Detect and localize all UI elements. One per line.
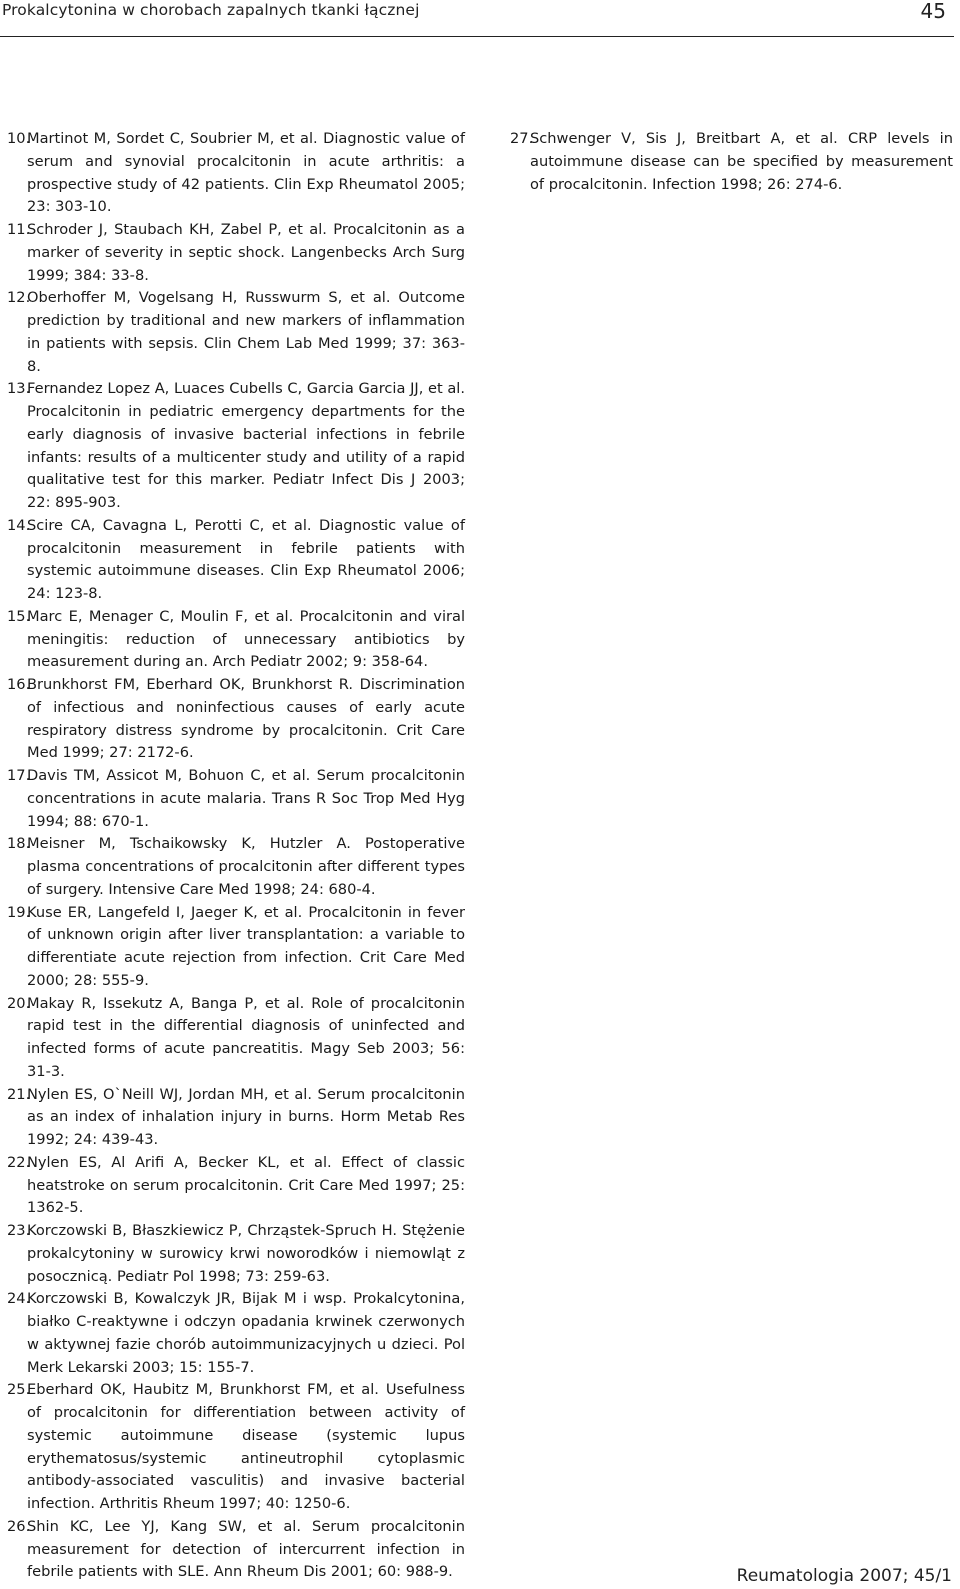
running-title: Prokalcytonina w chorobach zapalnych tkanki łącznej xyxy=(2,1,420,19)
reference-item xyxy=(7,902,465,993)
reference-item xyxy=(7,1084,465,1152)
reference-text: Brunkhorst FM, Eberhard OK, Brunkhorst R. Discrimination of infectious and noninfectious causes of early acute respiratory distress syndrome by procalcitonin. Crit Care Med 1999; 27: 2172-6. xyxy=(27,676,465,762)
reference-text: Korczowski B, Błaszkiewicz P, Chrząstek-Spruch H. Stężenie prokalcytoniny w surowicy krwi noworodków i niemowląt z posocznicą. Pediatr Pol 1998; 73: 259-63. xyxy=(27,1222,465,1285)
reference-text: Meisner M, Tschaikowsky K, Hutzler A. Postoperative plasma concentrations of procalcitonin after different types of surgery. Intensive Care Med 1998; 24: 680-4. xyxy=(27,835,465,898)
reference-text: Nylen ES, Al Arifi A, Becker KL, et al. Effect of classic heatstroke on serum procalcitonin. Crit Care Med 1997; 25: 1362-5. xyxy=(27,1153,465,1217)
reference-number: 23. xyxy=(7,1222,31,1239)
reference-text: Marc E, Menager C, Moulin F, et al. Procalcitonin and viral meningitis: reduction of unnecessary antibiotics by measurement during an. Arch Pediatr 2002; 9: 358-64. xyxy=(27,607,465,671)
reference-text: Oberhoffer M, Vogelsang H, Russwurm S, et al. Outcome prediction by traditional and new markers of inflammation in patients with sepsis. Clin Chem Lab Med 1999; 37: 363-8. xyxy=(27,289,465,375)
reference-item xyxy=(7,1288,465,1379)
reference-number: 20. xyxy=(7,994,31,1012)
reference-number: 27. xyxy=(510,130,534,147)
reference-text: Fernandez Lopez A, Luaces Cubells C, Garcia Garcia JJ, et al. Procalcitonin in pediatric emergency departments for the early diagnosis of invasive bacterial infections in febrile infants: results of a multicenter study and utility of a rapid qualitative test for this marker. Pediatr Infect Dis J 2003; 22: 895-903. xyxy=(27,380,465,511)
reference-text: Schwenger V, Sis J, Breitbart A, et al. CRP levels in autoimmune disease can be specified by measurement of procalcitonin. Infection 1998; 26: 274-6. xyxy=(530,130,953,193)
reference-text: Shin KC, Lee YJ, Kang SW, et al. Serum procalcitonin measurement for detection of intercurrent infection in febrile patients with SLE. Ann Rheum Dis 2001; 60: 988-9. xyxy=(27,1517,465,1581)
reference-text: Makay R, Issekutz A, Banga P, et al. Role of procalcitonin rapid test in the differential diagnosis of uninfected and infected forms of acute pancreatitis. Magy Seb 2003; 56: 31-3. xyxy=(27,994,465,1080)
reference-number: 13. xyxy=(7,380,31,398)
reference-number: 10. xyxy=(7,130,31,147)
reference-number: 16. xyxy=(7,676,31,693)
reference-number: 12. xyxy=(7,289,31,307)
page-header xyxy=(0,0,954,37)
page-number: 45 xyxy=(920,0,946,23)
reference-item xyxy=(7,1379,465,1516)
reference-number: 14. xyxy=(7,516,31,534)
reference-text: Korczowski B, Kowalczyk JR, Bijak M i wsp. Prokalcytonina, białko C-reaktywne i odczyn opadania krwinek czerwonych w aktywnej fazie chorób autoimmunizacyjnych u dzieci. Pol Merk Lekarski 2003; 15: 155-7. xyxy=(27,1290,465,1376)
reference-item xyxy=(7,1516,465,1584)
reference-item xyxy=(7,993,465,1084)
reference-item xyxy=(7,833,465,901)
reference-item xyxy=(7,606,465,674)
reference-number: 15. xyxy=(7,607,31,625)
reference-number: 11. xyxy=(7,221,31,238)
journal-citation: Reumatologia 2007; 45/1 xyxy=(736,1566,952,1586)
reference-item xyxy=(7,765,465,833)
reference-number: 24. xyxy=(7,1290,31,1308)
reference-item xyxy=(7,1220,465,1288)
reference-text: Martinot M, Sordet C, Soubrier M, et al. Diagnostic value of serum and synovial procalcitonin in acute arthritis: a prospective study of 42 patients. Clin Exp Rheumatol 2005; 23: 303-10. xyxy=(27,130,465,216)
reference-item xyxy=(510,128,953,196)
reference-number: 22. xyxy=(7,1153,31,1171)
reference-text: Davis TM, Assicot M, Bohuon C, et al. Serum procalcitonin concentrations in acute malaria. Trans R Soc Trop Med Hyg 1994; 88: 670-1. xyxy=(27,767,465,830)
reference-item xyxy=(7,287,465,378)
reference-item xyxy=(7,1152,465,1220)
references-column-right xyxy=(510,128,953,196)
reference-text: Schroder J, Staubach KH, Zabel P, et al. Procalcitonin as a marker of severity in septic shock. Langenbecks Arch Surg 1999; 384: 33-8. xyxy=(27,221,465,284)
reference-text: Kuse ER, Langefeld I, Jaeger K, et al. Procalcitonin in fever of unknown origin after liver transplantation: a variable to differentiate acute rejection from infection. Crit Care Med 2000; 28: 555-9. xyxy=(27,903,465,989)
reference-text: Scire CA, Cavagna L, Perotti C, et al. Diagnostic value of procalcitonin measurement in febrile patients with systemic autoimmune diseases. Clin Exp Rheumatol 2006; 24: 123-8. xyxy=(27,516,465,602)
reference-item xyxy=(7,219,465,287)
reference-item xyxy=(7,378,465,515)
references-column-left xyxy=(7,128,465,1584)
reference-item xyxy=(7,515,465,606)
reference-number: 26. xyxy=(7,1517,31,1535)
reference-number: 19. xyxy=(7,903,31,921)
reference-number: 21. xyxy=(7,1085,31,1103)
reference-text: Nylen ES, O`Neill WJ, Jordan MH, et al. Serum procalcitonin as an index of inhalation injury in burns. Horm Metab Res 1992; 24: 439-43. xyxy=(27,1085,465,1148)
reference-number: 17. xyxy=(7,767,31,784)
reference-number: 25. xyxy=(7,1381,31,1399)
reference-number: 18. xyxy=(7,835,31,853)
reference-text: Eberhard OK, Haubitz M, Brunkhorst FM, et al. Usefulness of procalcitonin for differentiation between activity of systemic autoimmune disease (systemic lupus erythematosus/systemic antineutrophil cytoplasmic antibody-associated vasculitis) and invasive bacterial infection. Arthritis Rheum 1997; 40: 1250-6. xyxy=(27,1381,465,1512)
reference-item xyxy=(7,128,465,219)
reference-item xyxy=(7,674,465,765)
